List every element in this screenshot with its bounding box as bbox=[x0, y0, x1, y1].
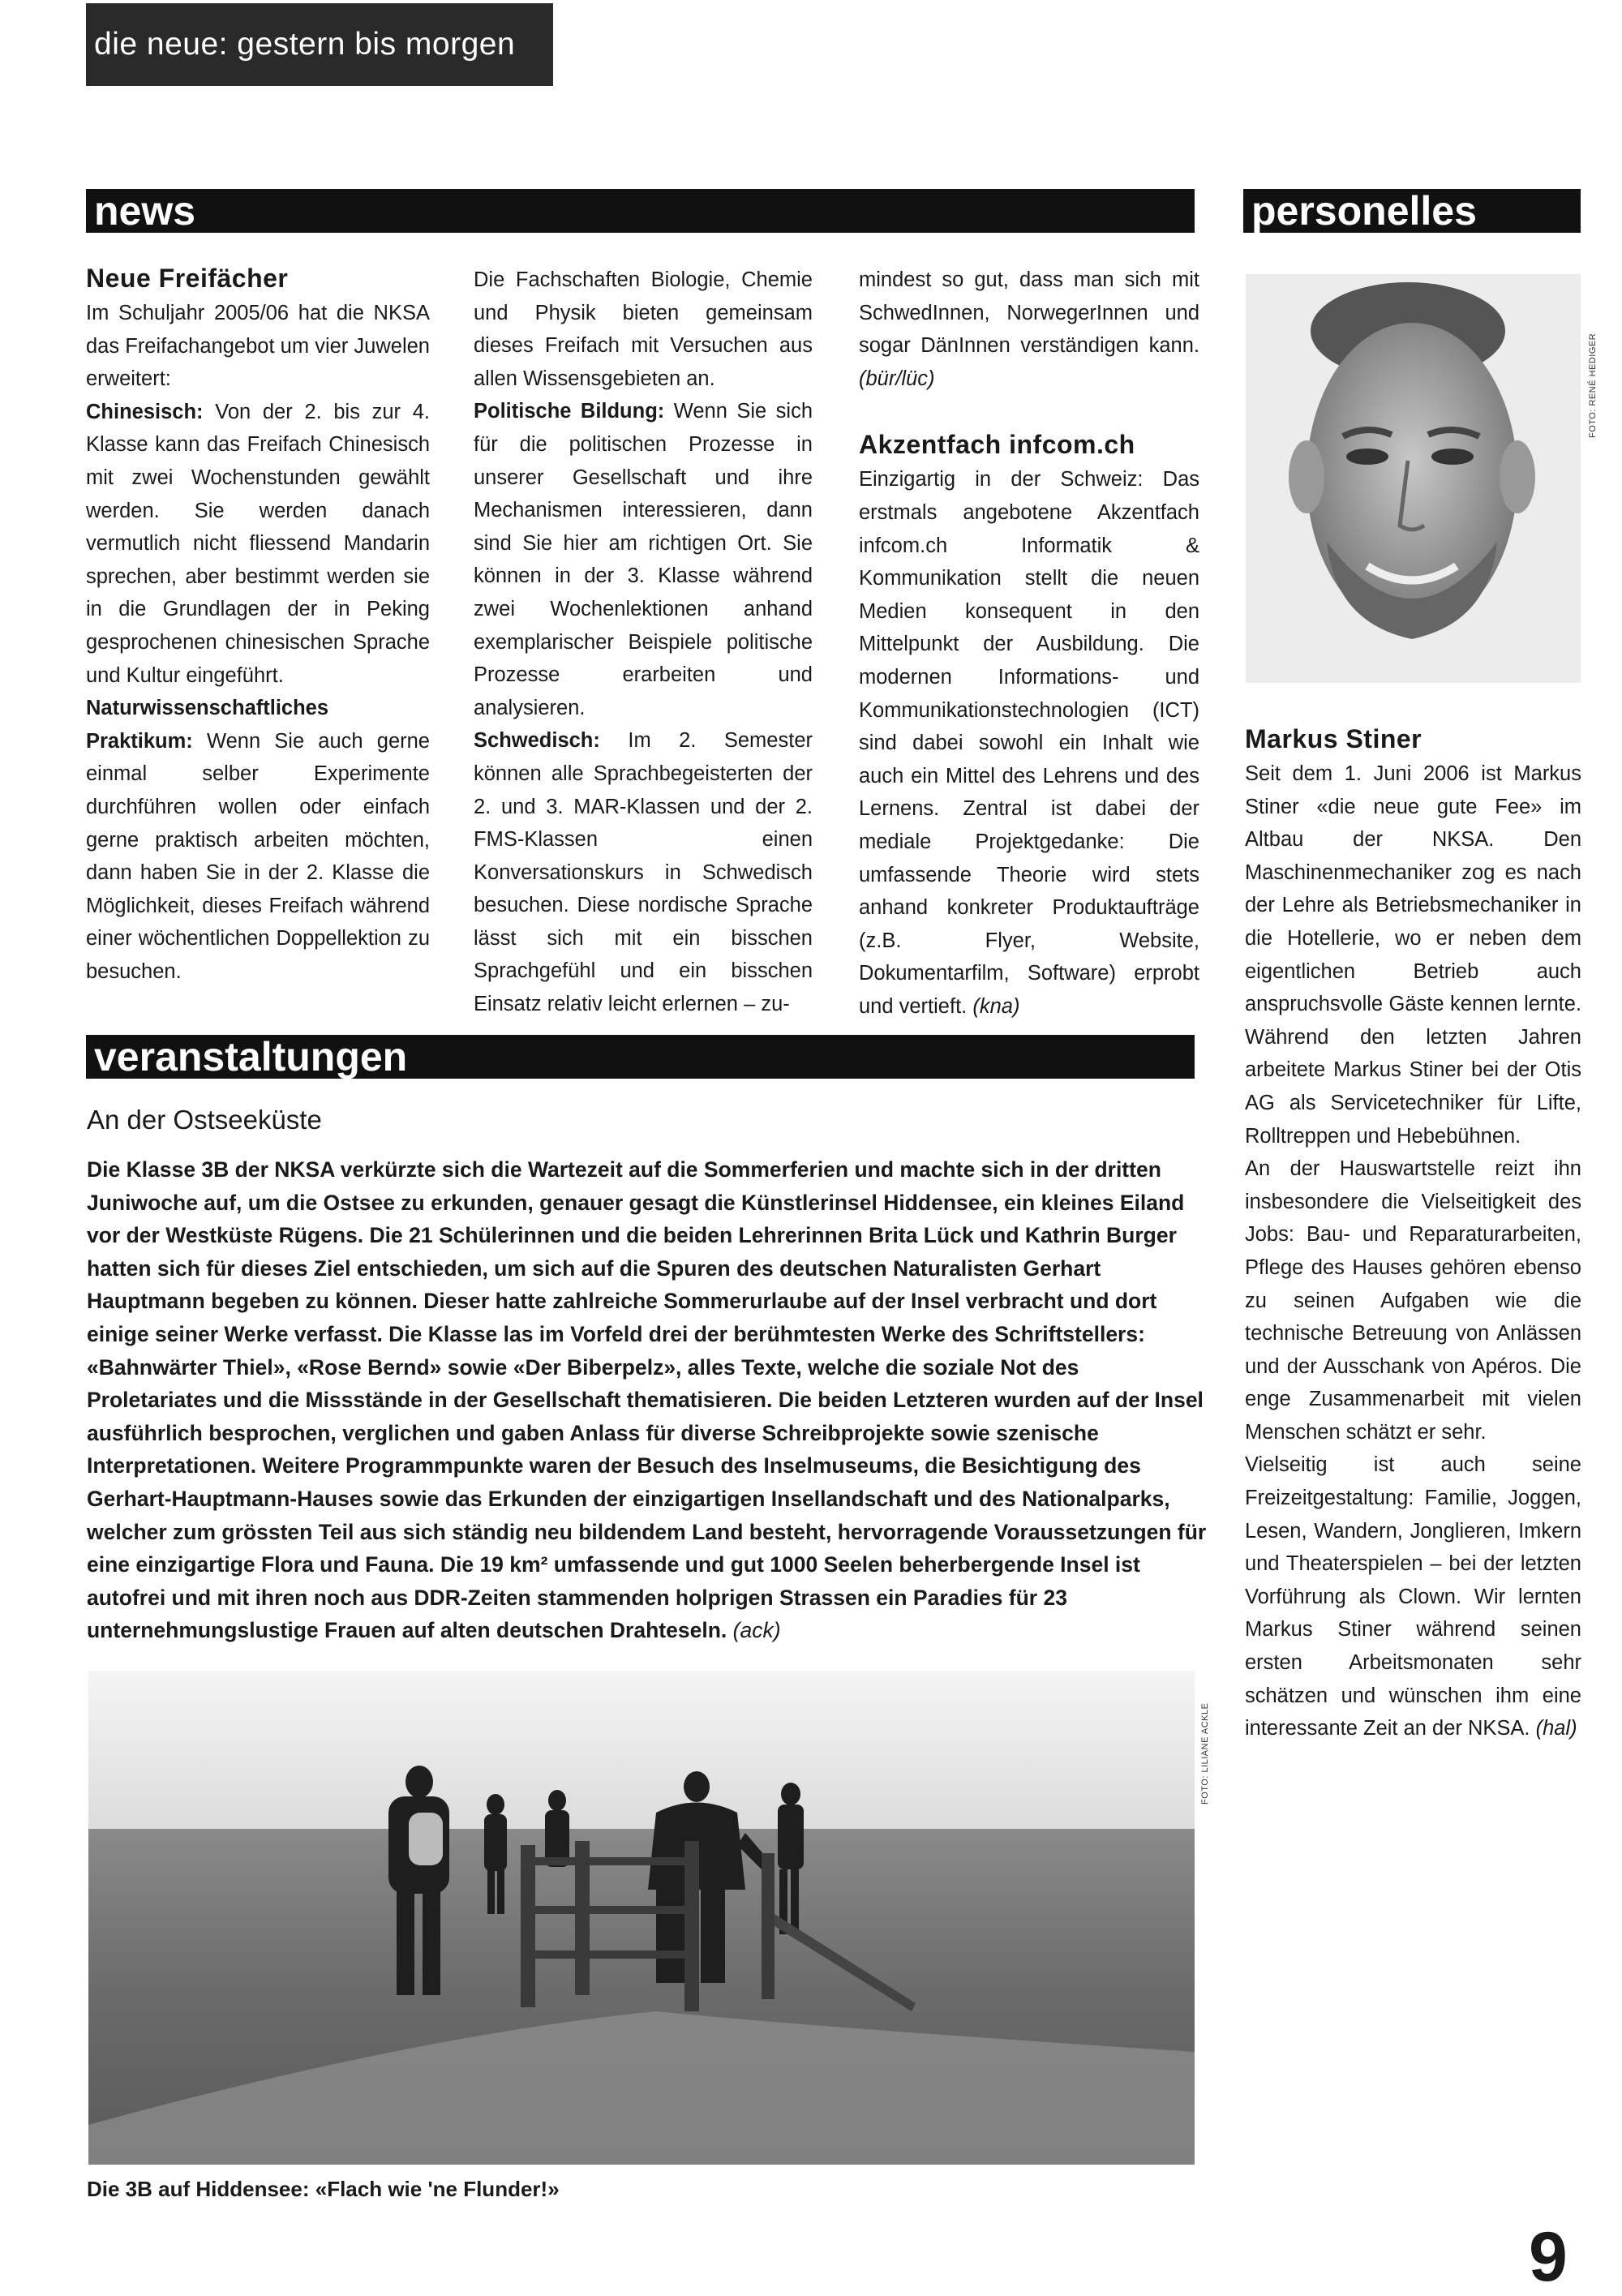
paragraph: Die Klasse 3B der NKSA verkürzte sich die Wartezeit auf die Sommerferien und machte sich in der dritten Juniwoche auf, um die Ostsee zu erkunden, genauer gesagt die Künstlerinsel Hiddensee, ein kleines Eiland vor der Westküste Rügens. Die 21 Schülerinnen und die beiden Lehrerinnen Brita Lück und Kathrin Burger hatten sich für dieses Ziel entschieden, um sich auf die Spuren des deutschen Naturalisten Gerhart Hauptmann begeben zu können. Dieser hatte zahlreiche Sommerurlaube auf der Insel verbracht und dort einige seiner Werke verfasst. Die Klasse las im Vorfeld drei der berühmtesten Werke des Schriftstellers: «Bahnwärter Thiel», «Rose Bernd» sowie «Der Biberpelz», alles Texte, welche die soziale Not des Proletariates und die Missstände in der Gesellschaft thematisieren. Die beiden Letzteren wurden auf der Insel ausführlich besprochen, verglichen und gaben Anlass für diverse Schreibprojekte sowie szenische Interpretationen. Weitere Programmpunkte waren der Besuch des Inselmuseums, die Besichtigung des Gerhart-Hauptmann-Hauses sowie das Erkunden der einzigartigen Insellandschaft und des Nationalparks, welcher zum grössten Teil aus sich ständig neu bildendem Land besteht, hervorragende Voraussetzungen für eine einzigartige Flora und Fauna. Die 19 km² umfassende und gut 1000 Seelen beherbergende Insel ist autofrei und mit ihren noch aus DDR-Zeiten stammenden holprigen Strassen ein Paradies für 23 unternehmungslustige Frauen auf alten deutschen Drahteseln. bbox=[87, 1157, 1207, 1643]
section-bar-veranstaltungen: veranstaltungen bbox=[86, 1035, 1195, 1079]
section-bar-news: news bbox=[86, 189, 1195, 233]
article-heading: Akzentfach infcom.ch bbox=[859, 430, 1135, 460]
author-initials: (ack) bbox=[732, 1618, 781, 1643]
news-column-3 bbox=[859, 264, 1199, 1023]
photo-credit: FOTO: RENÉ HEDIGER bbox=[1588, 333, 1598, 438]
paragraph: Wenn Sie auch gerne einmal selber Experimente durchführen wollen oder einfach gerne praktisch arbeiten möchten, dann haben Sie in der 2. Klasse die Möglichkeit, dieses Freifach während einer wöchentlichen Doppellektion zu besuchen. bbox=[86, 729, 430, 983]
paragraph: Die Fachschaften Biologie, Chemie und Physik bieten gemeinsam dieses Freifach mit Versuchen aus allen Wissensgebieten an. bbox=[474, 268, 813, 390]
page-number: 9 bbox=[1529, 2218, 1568, 2296]
paragraph: An der Hauswartstelle reizt ihn insbesondere die Vielseitigkeit des Jobs: Bau- und Reparaturarbeiten, Pflege des Hauses gehören ebenso zu seinen Aufgaben wie die technische Betreuung von Anlässen und der Ausschank von Apéros. Die enge Zusammenarbeit mit vielen Menschen schätzt er sehr. bbox=[1245, 1157, 1581, 1444]
paragraph: Wenn Sie sich für die politischen Prozesse in unserer Gesellschaft und ihre Mechanismen interessieren, dann sind Sie hier am richtigen Ort. Sie können in der 3. Klasse während zwei Wochenlektionen anhand exemplarischer Beispiele politische Prozesse erarbeiten und analysieren. bbox=[474, 400, 813, 719]
article-heading: Neue Freifächer bbox=[86, 264, 289, 293]
paragraph: Einzigartig in der Schweiz: Das erstmals angebotene Akzentfach infcom.ch Informatik & Kommunikation stellt die neuen Medien konsequent in den Mittelpunkt der Ausbildung. Die modernen Informations- und Kommunikationstechnologien (ICT) sind dabei sowohl ein Inhalt wie auch ein Mittel des Lehrens und des Lernens. Zentral ist dabei der mediale Projektgedanke: Die umfassende Theorie wird stets anhand konkreter Produktaufträge (z.B. Flyer, Website, Dokumentarfilm, Software) erprobt und vertieft. bbox=[859, 468, 1199, 1018]
paragraph: Vielseitig ist auch seine Freizeitgestaltung: Familie, Joggen, Lesen, Wandern, Jonglieren, Imkern und Theaterspielen – bei der letzten Vorführung als Clown. Wir lernten Markus Stiner während seinen ersten Arbeitsmonaten sehr schätzen und wünschen ihm eine interessante Zeit an der NKSA. bbox=[1245, 1453, 1581, 1740]
author-initials: (kna) bbox=[972, 994, 1020, 1018]
subject-label: Naturwissenschaftliches Praktikum: bbox=[86, 697, 329, 753]
hiddensee-photo bbox=[88, 1671, 1195, 2165]
news-column-2 bbox=[474, 264, 813, 1021]
photo-caption: Die 3B auf Hiddensee: «Flach wie 'ne Flunder!» bbox=[87, 2177, 560, 2201]
paragraph: Von der 2. bis zur 4. Klasse kann das Freifach Chinesisch mit zwei Wochenstunden gewählt werden. Sie werden danach vermutlich nicht fliessend Mandarin sprechen, aber bestimmt werden sie in die Grundlagen der in Peking gesprochenen chinesischen Sprache und Kultur eingeführt. bbox=[86, 400, 430, 687]
article-heading: Markus Stiner bbox=[1245, 724, 1422, 753]
subject-label: Politische Bildung: bbox=[474, 400, 665, 423]
paragraph: Im 2. Semester können alle Sprachbegeisterten der 2. und 3. MAR-Klassen und der 2. FMS-Klassen einen Konversationskurs in Schwedisch besuchen. Diese nordische Sprache lässt sich mit ein bisschen Sprachgefühl und ein bisschen Einsatz relativ leicht erlernen – zu- bbox=[474, 729, 813, 1016]
news-column-1 bbox=[86, 260, 430, 988]
paragraph: Seit dem 1. Juni 2006 ist Markus Stiner «die neue gute Fee» im Altbau der NKSA. Den Maschinenmechaniker zog es nach der Lehre als Betriebsmechaniker in die Hotellerie, wo er neben dem eigentlichen Betrieb auch anspruchsvolle Gäste kennen lernte. Während den letzten Jahren arbeitete Markus Stiner bei der Otis AG als Servicetechniker für Lifte, Rolltreppen und Hebebühnen. bbox=[1245, 762, 1581, 1148]
author-initials: (hal) bbox=[1535, 1717, 1577, 1740]
paragraph: mindest so gut, dass man sich mit SchwedInnen, NorwegerInnen und sogar DänInnen verständigen kann. bbox=[859, 268, 1199, 358]
author-initials: (bür/lüc) bbox=[859, 367, 935, 390]
portrait-photo bbox=[1246, 274, 1581, 683]
veranstaltungen-text bbox=[87, 1153, 1214, 1647]
personelles-column bbox=[1245, 720, 1581, 1745]
section-bar-personelles: personelles bbox=[1243, 189, 1581, 233]
photo-credit: FOTO: LILIANE ACKLE bbox=[1200, 1702, 1210, 1805]
hiddensee-photo-image bbox=[88, 1671, 1195, 2165]
article-heading: An der Ostseeküste bbox=[87, 1105, 322, 1135]
subject-label: Chinesisch: bbox=[86, 400, 204, 423]
paragraph: Im Schuljahr 2005/06 hat die NKSA das Freifachangebot um vier Juwelen erweitert: bbox=[86, 302, 430, 391]
subject-label: Schwedisch: bbox=[474, 729, 600, 753]
header-title: die neue: gestern bis morgen bbox=[86, 3, 553, 86]
portrait-photo-image bbox=[1246, 274, 1581, 683]
